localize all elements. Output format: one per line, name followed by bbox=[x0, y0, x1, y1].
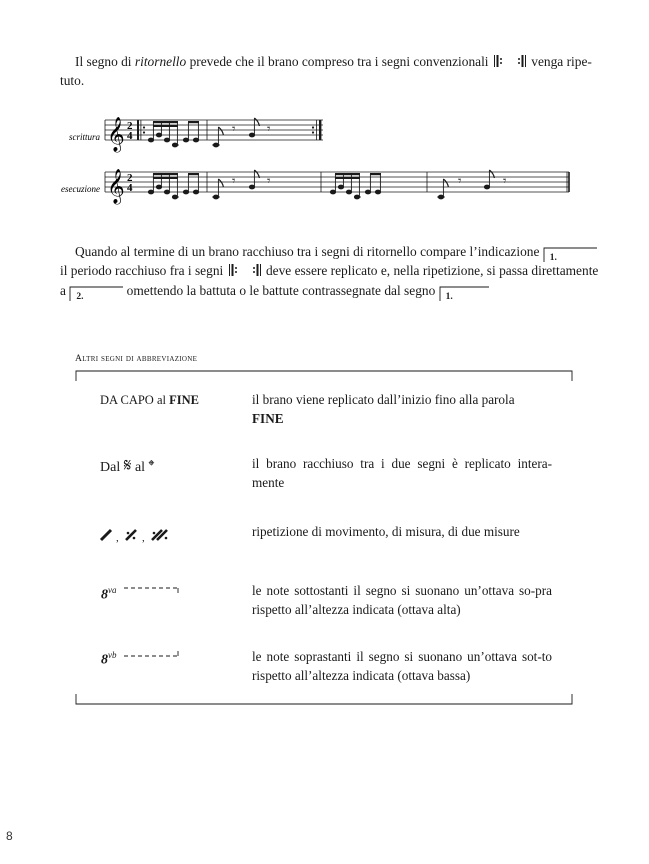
label-scrittura: scrittura bbox=[68, 132, 100, 142]
time-sig-bottom: 4 bbox=[127, 130, 133, 142]
ottava-dashed-line-icon bbox=[124, 583, 184, 595]
section-title: Altri segni di abbreviazione bbox=[75, 353, 198, 364]
first-ending-label: 1. bbox=[445, 292, 453, 302]
svg-text:𝄾: 𝄾 bbox=[267, 122, 271, 137]
intro-line-2: tuto. bbox=[60, 73, 85, 88]
first-ending-bracket bbox=[543, 246, 597, 262]
ottava-bassa-sign: $8^{vb}$ bbox=[101, 650, 117, 668]
desc-ottava-alta: le note sottostanti il segno si suonano un’ottava so-pra rispetto all’altezza indicata (ottava alta) bbox=[252, 583, 552, 617]
volta-text-3b: omettendo la battuta o le battute contrassegnate dal segno bbox=[126, 283, 436, 298]
first-ending-bracket bbox=[439, 285, 489, 301]
time-sig-top: 2 bbox=[127, 172, 133, 184]
ottava-dashed-line-icon bbox=[124, 648, 184, 660]
term-dal-segno: Dal 𝄋 al 𝄌 bbox=[100, 455, 155, 476]
volta-line-3 bbox=[60, 281, 489, 301]
volta-text-2b: deve essere replicato e, nella ripetizione, si passa direttamente bbox=[265, 263, 599, 278]
intro-text-b: prevede che il brano compreso tra i segni convenzionali bbox=[186, 54, 489, 69]
desc-ottava-bassa: le note soprastanti il segno si suonano un’ottava sot-to rispetto all’altezza indicata (ottava bassa) bbox=[252, 649, 552, 683]
intro-text-a: Il segno di bbox=[75, 54, 135, 69]
slash-separator: , bbox=[142, 532, 145, 544]
volta-text-2a: il periodo racchiuso fra i segni bbox=[60, 263, 224, 278]
volta-line-1 bbox=[75, 242, 597, 262]
intro-line-1 bbox=[75, 52, 592, 71]
time-sig-bottom: 4 bbox=[127, 182, 133, 194]
page-number: 8 bbox=[6, 829, 13, 843]
performed-notes bbox=[148, 170, 507, 199]
coda-icon: 𝄌 bbox=[148, 456, 155, 475]
desc-da-capo: il brano viene replicato dall’inizio fino alla parola FINE bbox=[252, 392, 515, 426]
measure-repeat-icon bbox=[126, 530, 136, 540]
repeat-signs-icon bbox=[492, 54, 528, 68]
label-esecuzione: esecuzione bbox=[61, 184, 100, 194]
svg-text:𝄾: 𝄾 bbox=[458, 174, 462, 189]
treble-clef-icon: 𝄞 bbox=[107, 169, 125, 204]
svg-text:𝄾: 𝄾 bbox=[232, 122, 236, 137]
desc-dal-segno: il brano racchiuso tra i due segni è replicato intera-mente bbox=[252, 456, 552, 490]
intro-italic-term: ritornello bbox=[134, 54, 187, 69]
repeat-slash-icons bbox=[98, 524, 178, 546]
desc-repeat-slashes: ripetizione di movimento, di misura, di due misure bbox=[252, 524, 520, 539]
volta-text-1: Quando al termine di un brano racchiuso tra i segni di ritornello compare l’indicazione bbox=[75, 244, 540, 259]
repeat-signs-icon bbox=[227, 263, 263, 277]
music-example bbox=[55, 102, 585, 212]
segno-icon: 𝄋 bbox=[123, 455, 132, 476]
second-ending-label: 2. bbox=[76, 292, 84, 302]
term-da-capo: DA CAPO al FINE bbox=[100, 393, 199, 407]
slash-separator: , bbox=[116, 532, 119, 544]
first-ending-label: 1. bbox=[549, 253, 557, 263]
measure-2-notes bbox=[212, 118, 271, 147]
volta-text-3a: a bbox=[60, 283, 66, 298]
time-sig-top: 2 bbox=[127, 120, 133, 132]
two-measure-repeat-icon bbox=[152, 530, 167, 540]
treble-clef-icon: 𝄞 bbox=[107, 117, 125, 152]
svg-text:𝄾: 𝄾 bbox=[267, 174, 271, 189]
svg-text:𝄾: 𝄾 bbox=[503, 174, 507, 189]
ottava-alta-sign: $8^{va}$ bbox=[101, 585, 117, 603]
second-ending-bracket bbox=[69, 285, 123, 301]
svg-text:𝄾: 𝄾 bbox=[232, 174, 236, 189]
volta-line-2 bbox=[60, 261, 598, 280]
intro-text-c: venga ripe- bbox=[531, 54, 592, 69]
